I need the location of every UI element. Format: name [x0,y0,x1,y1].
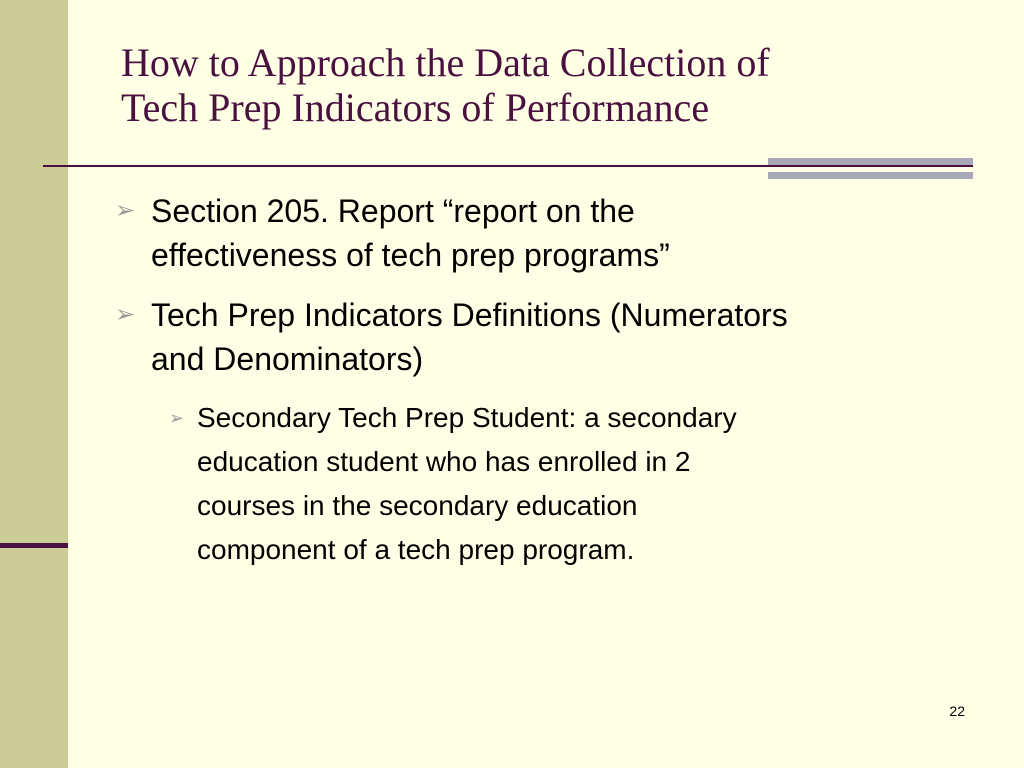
bullet-line: Tech Prep Indicators Definitions (Numerators [151,297,788,333]
arrowhead-bullet-icon: ➢ [115,301,136,328]
arrowhead-bullet-icon: ➢ [115,197,136,224]
bullet-section-205 [115,189,670,277]
bullet-line: effectiveness of tech prep programs” [151,237,670,273]
bullet-text [151,293,788,381]
bullet-indicators-definitions [115,293,788,381]
arrowhead-bullet-icon: ➢ [169,408,185,428]
page-number: 22 [949,703,965,719]
bullet-line: Section 205. Report “report on the [151,193,635,229]
slide-title-line-2: Tech Prep Indicators of Performance [121,85,710,130]
bullet-line: and Denominators) [151,341,424,377]
sub-bullet-line: component of a tech prep program. [197,534,635,565]
sub-bullet-secondary-student [169,396,737,572]
sub-bullet-line: courses in the secondary education [197,490,638,521]
bullet-text [151,189,670,277]
sub-bullet-line: Secondary Tech Prep Student: a secondary [197,402,737,433]
sub-bullet-text [197,396,737,572]
slide-title-line-1: How to Approach the Data Collection of [121,40,770,85]
sub-bullet-line: education student who has enrolled in 2 [197,446,691,477]
